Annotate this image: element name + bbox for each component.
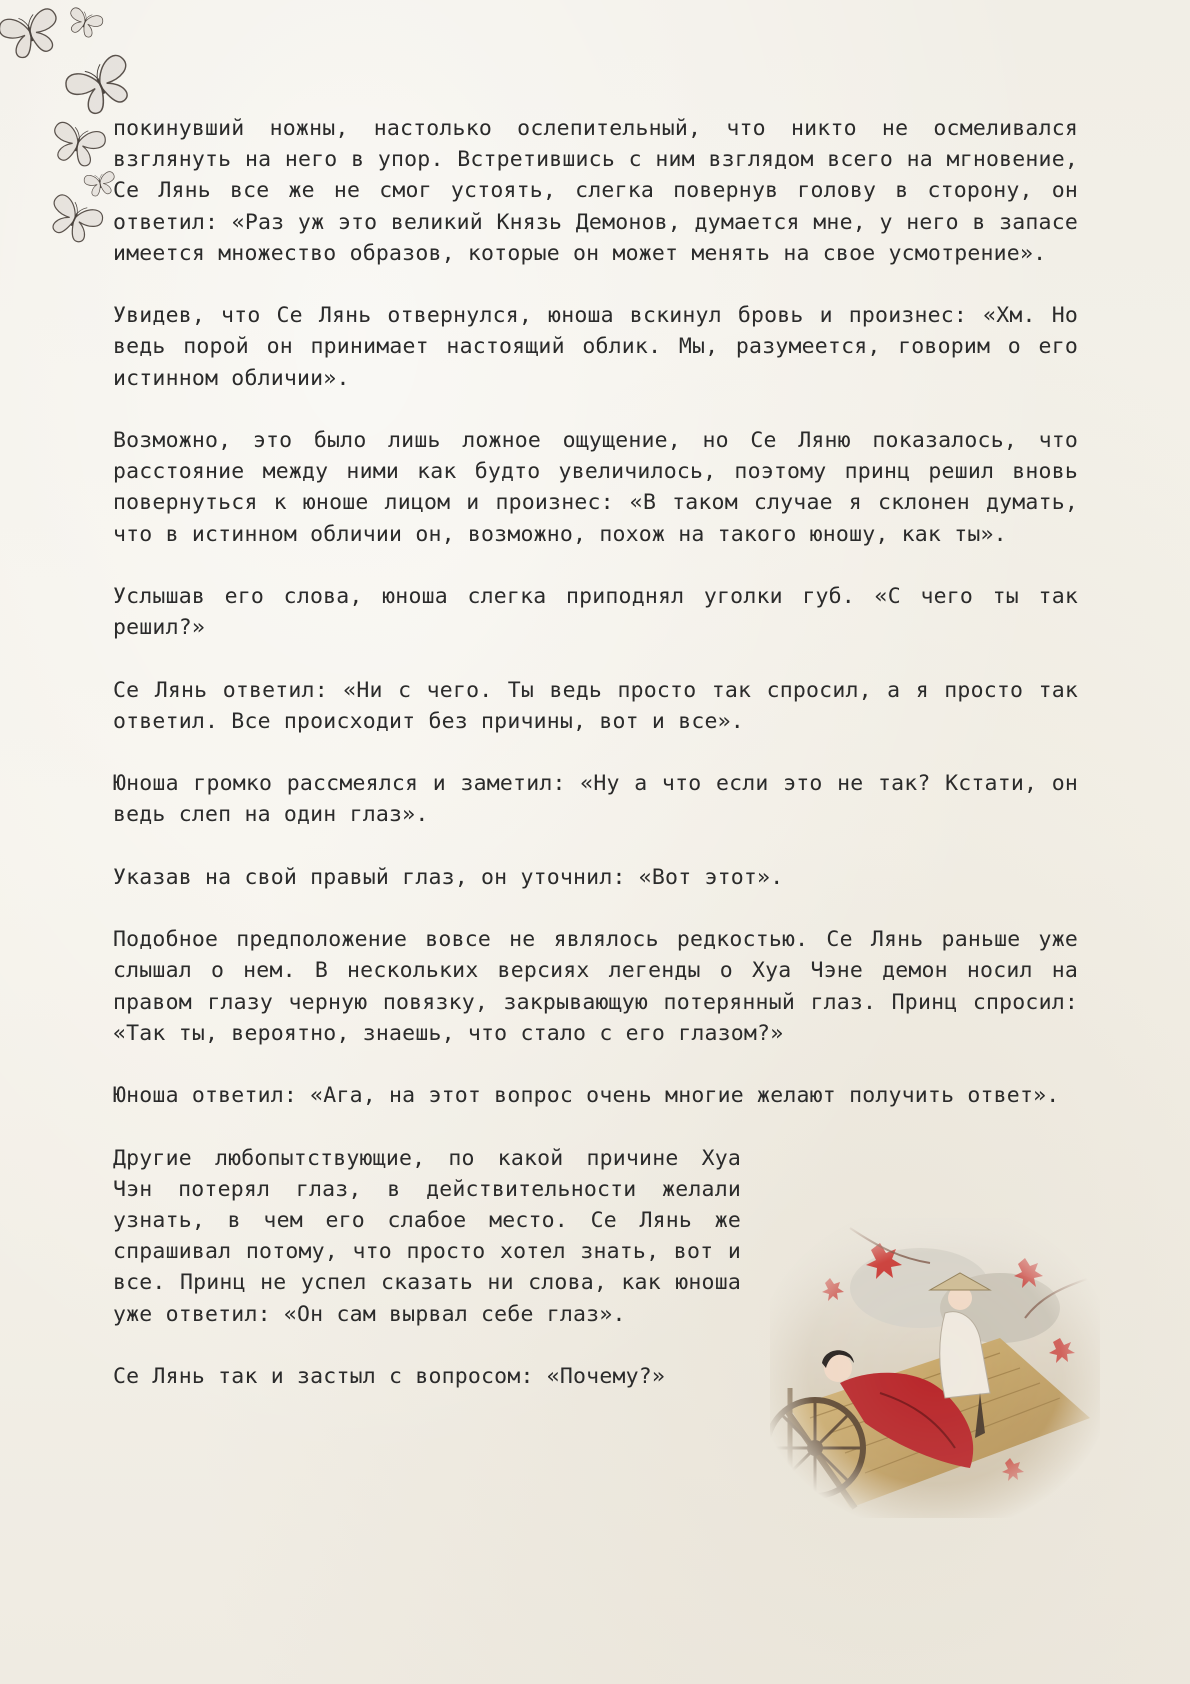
butterfly-4	[48, 121, 108, 170]
paragraph-3: Возможно, это было лишь ложное ощущение, но Се Ляню показалось, что расстояние между ними как будто увеличилось, поэтому принц решил вновь повернуться к юноше лицом и произнес: «В таком случае я склонен думать, что в истинном обличии он, возможно, похож на такого юношу, как ты».	[113, 428, 1078, 547]
paragraph-7: Указав на свой правый глаз, он уточнил: «Вот этот».	[113, 864, 784, 890]
paragraph-11: Се Лянь так и застыл с вопросом: «Почему?»	[113, 1363, 666, 1389]
butterfly-3	[63, 52, 140, 120]
paragraph-4: Услышав его слова, юноша слегка приподнял уголки губ. «С чего ты так решил?»	[113, 584, 1078, 641]
paragraph-6: Юноша громко рассмеялся и заметил: «Ну а что если это не так? Кстати, он ведь слеп на один глаз».	[113, 771, 1078, 828]
paragraph-9: Юноша ответил: «Ага, на этот вопрос очень многие желают получить ответ».	[113, 1083, 1060, 1109]
paragraph-10: Другие любопытствующие, по какой причине Хуа Чэн потерял глаз, в действительности желали узнать, в чем его слабое место. Се Лянь же спрашивал потому, что просто хотел знать, вот и все. Принц не успел сказать ни слова, как юноша уже ответил: «Он сам вырвал себе глаз».	[113, 1145, 741, 1327]
illustration-image	[770, 1218, 1100, 1518]
butterfly-1	[0, 7, 64, 62]
butterfly-6	[43, 192, 105, 247]
paragraph-1: покинувший ножны, настолько ослепительный, что никто не осмеливался взглянуть на него в упор. Встретившись с ним взглядом всего на мгновение, Се Лянь все же не смог устоять, слегка повернув голову в сторону, он ответил: «Раз уж это великий Князь Демонов, думается мне, у него в запасе имеется множество образов, которые он может менять на свое усмотрение».	[113, 116, 1078, 266]
butterfly-2	[65, 6, 105, 40]
paragraph-2: Увидев, что Се Лянь отвернулся, юноша вскинул бровь и произнес: «Хм. Но ведь порой он принимает настоящий облик. Мы, разумеется, говорим о его истинном обличии».	[113, 303, 1078, 391]
paragraph-8: Подобное предположение вовсе не являлось редкостью. Се Лянь раньше уже слышал о нем. В нескольких версиях легенды о Хуа Чэне демон носил на правом глазу черную повязку, закрывающую потерянный глаз. Принц спросил: «Так ты, вероятно, знаешь, что стало с его глазом?»	[113, 927, 1078, 1046]
paragraph-5: Се Лянь ответил: «Ни с чего. Ты ведь просто так спросил, а я просто так ответил. Все происходит без причины, вот и все».	[113, 677, 1078, 734]
